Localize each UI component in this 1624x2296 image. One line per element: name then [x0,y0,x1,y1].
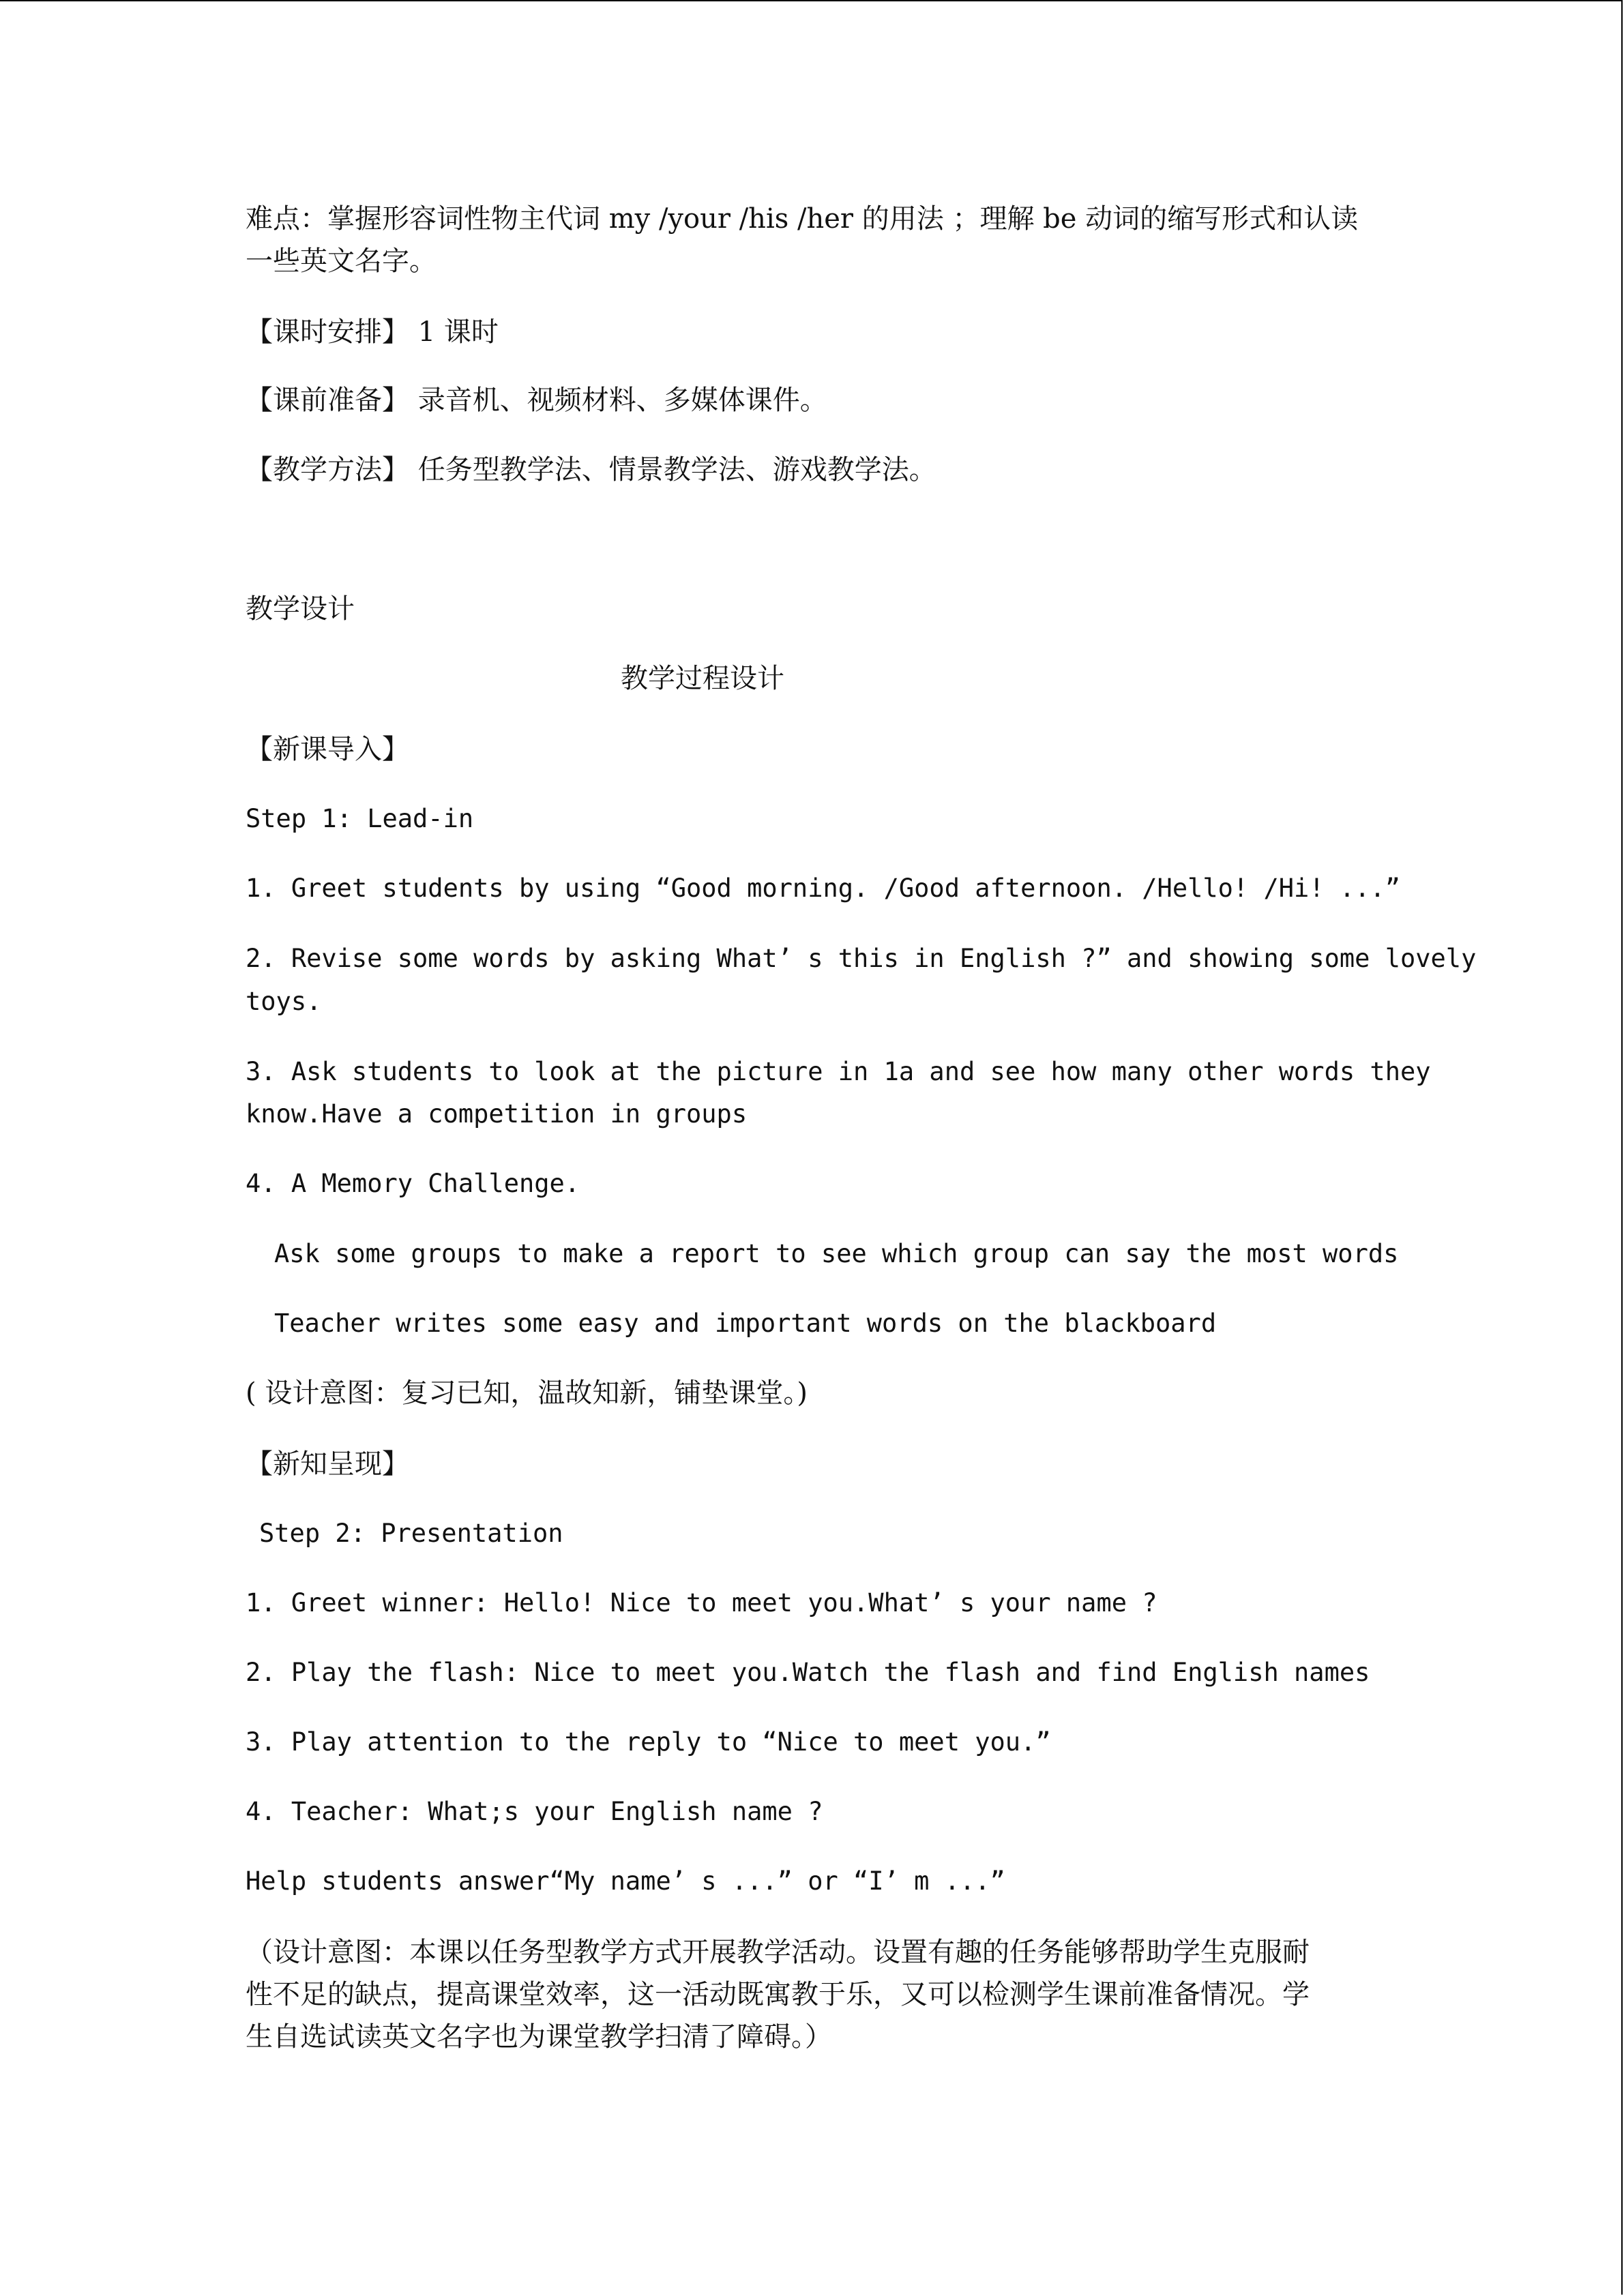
difficulty-line-1: 难点：掌握形容词性物主代词 my /your /his /her 的用法 ；理解 be 动词的缩写形式和认读 [246,203,1359,235]
method-line: 【教学方法】 任务型教学法、情景教学法、游戏教学法。 [246,454,936,486]
lead-in-item-4-sub-2: Teacher writes some easy and important words on the blackboard [274,1309,1217,1338]
presentation-item-2: 2. Play the flash: Nice to meet you.Watch the flash and find English names [246,1658,1370,1687]
lead-in-intent: ( 设计意图：复习已知，温故知新，铺垫课堂。) [246,1377,808,1409]
presentation-step: Step 2: Presentation [259,1519,563,1548]
lead-in-step: Step 1: Lead-in [246,804,474,833]
process-title: 教学过程设计 [621,663,784,694]
lead-in-item-3-line-2: know.Have a competition in groups [246,1099,748,1129]
presentation-item-1: 1. Greet winner: Hello! Nice to meet you.What’ s your name ? [246,1588,1157,1617]
lead-in-item-1: 1. Greet students by using “Good morning. /Good afternoon. /Hello! /Hi! ...” [246,874,1400,903]
presentation-help: Help students answer“My name’ s ...” or “I’ m ...” [246,1866,1005,1896]
lead-in-item-2-line-1: 2. Revise some words by asking What’ s this in English ?” and showing some lovely [246,944,1477,973]
presentation-item-4: 4. Teacher: What;s your English name ? [246,1797,823,1826]
lead-in-heading: 【新课导入】 [246,734,409,765]
presentation-intent-line-1: （设计意图：本课以任务型教学方式开展教学活动。设置有趣的任务能够帮助学生克服耐 [246,1937,1310,1968]
presentation-intent-line-3: 生自选试读英文名字也为课堂教学扫清了障碍。） [246,2021,832,2053]
presentation-item-3: 3. Play attention to the reply to “Nice to meet you.” [246,1727,1051,1757]
difficulty-line-2: 一些英文名字。 [246,245,437,277]
presentation-heading: 【新知呈现】 [246,1448,409,1480]
schedule-line: 【课时安排】 1 课时 [246,316,499,348]
lead-in-item-2-line-2: toys. [246,987,322,1016]
preparation-line: 【课前准备】 录音机、视频材料、多媒体课件。 [246,385,827,416]
lead-in-item-4: 4. A Memory Challenge. [246,1169,580,1198]
presentation-intent-line-2: 性不足的缺点，提高课堂效率，这一活动既寓教于乐，又可以检测学生课前准备情况。学 [246,1979,1310,2010]
lead-in-item-3-line-1: 3. Ask students to look at the picture in 1a and see how many other words they [246,1057,1431,1086]
lead-in-item-4-sub-1: Ask some groups to make a report to see which group can say the most words [274,1239,1399,1268]
design-heading: 教学设计 [246,593,355,625]
